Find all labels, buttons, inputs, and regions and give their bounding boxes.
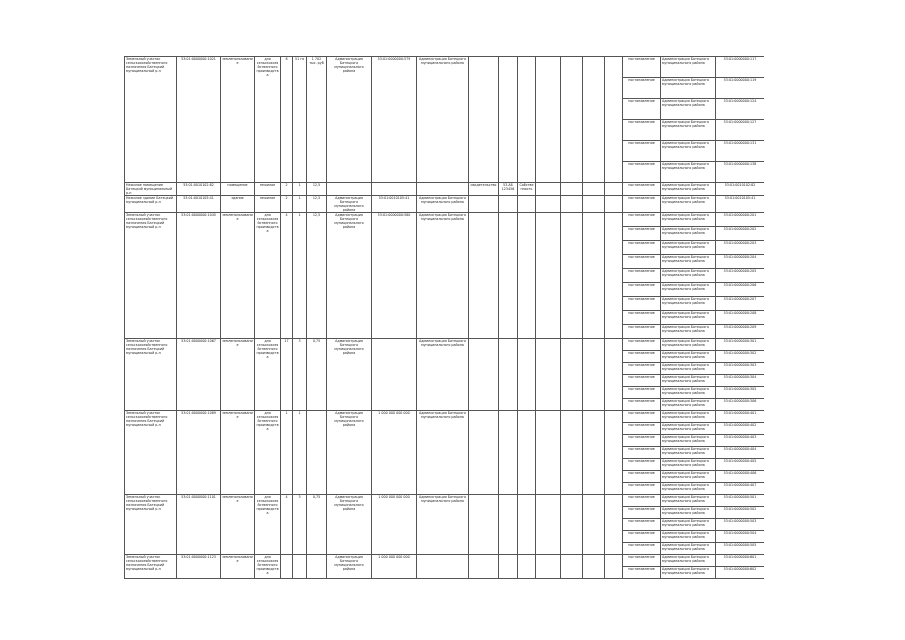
subcell-doc: постановление bbox=[623, 196, 661, 213]
cell-purpose: для сельскохозяйственного производства bbox=[255, 57, 281, 183]
cell-extra2 bbox=[499, 57, 518, 183]
cell-value bbox=[307, 411, 327, 495]
cell-empty bbox=[605, 183, 623, 196]
subcell-doc: постановление bbox=[623, 555, 661, 567]
subcell-date: 53:01:0000000:303 bbox=[716, 363, 765, 375]
subcell-date: 53:01:0010102:82 bbox=[716, 183, 765, 196]
cell-extra1 bbox=[469, 495, 499, 555]
cell-extra3 bbox=[518, 196, 536, 213]
subcell-date: 53:01:0000000:403 bbox=[716, 435, 765, 447]
cell-area-unit bbox=[293, 555, 307, 579]
subcell-date: 53:01:0000000:206 bbox=[716, 283, 765, 297]
cell-cadastre: 53:01:0010102:82 bbox=[177, 183, 221, 196]
cell-empty bbox=[605, 196, 623, 213]
cell-reg: 1 000 000 000 000 bbox=[372, 495, 417, 555]
subcell-right: Администрация Батецкого муниципального района bbox=[661, 483, 716, 495]
cell-holder: Администрация Батецкого муниципального района bbox=[417, 339, 469, 411]
cell-empty bbox=[536, 495, 561, 555]
cell-type: землепользование bbox=[221, 57, 255, 183]
subcell-doc: постановление bbox=[623, 459, 661, 471]
subcell-right: Администрация Батецкого муниципального района bbox=[661, 459, 716, 471]
subcell-right: Администрация Батецкого муниципального района bbox=[661, 255, 716, 269]
cell-area-unit: 1 bbox=[293, 183, 307, 196]
subcell-right: Администрация Батецкого муниципального района bbox=[661, 411, 716, 423]
subcell-right: Администрация Батецкого муниципального района bbox=[661, 387, 716, 399]
cell-empty bbox=[583, 555, 605, 579]
subcell-doc: постановление bbox=[623, 78, 661, 99]
table-row bbox=[125, 213, 765, 227]
subcell-date: 53:01:0000000:302 bbox=[716, 351, 765, 363]
cell-basis: Администрация Батецкого муниципального района bbox=[327, 495, 372, 555]
cell-extra1 bbox=[469, 57, 499, 183]
cell-empty bbox=[583, 339, 605, 411]
subcell-doc: постановление bbox=[623, 447, 661, 459]
subcell-doc: постановление bbox=[623, 141, 661, 162]
subcell-date: 53:01:0000000:207 bbox=[716, 297, 765, 311]
cell-purpose: для сельскохозяйственного производства bbox=[255, 411, 281, 495]
cell-basis: Администрация Батецкого муниципального района bbox=[327, 555, 372, 579]
cell-area: 4 bbox=[281, 213, 293, 339]
cell-empty bbox=[536, 57, 561, 183]
cell-value: 0,75 bbox=[307, 495, 327, 555]
cell-extra2 bbox=[499, 555, 518, 579]
cell-extra3 bbox=[518, 411, 536, 495]
subcell-doc: постановление bbox=[623, 543, 661, 555]
cell-extra2 bbox=[499, 495, 518, 555]
subcell-doc: постановление bbox=[623, 507, 661, 519]
subcell-right: Администрация Батецкого муниципального района bbox=[661, 120, 716, 141]
cell-extra1 bbox=[469, 555, 499, 579]
subcell-right: Администрация Батецкого муниципального района bbox=[661, 196, 716, 213]
cell-empty bbox=[583, 411, 605, 495]
cell-name: Земельный участок сельскохозяйственного назначения Батецкий муниципальный р-н bbox=[125, 411, 177, 495]
cell-holder: Администрация Батецкого муниципального района bbox=[417, 495, 469, 555]
cell-extra1 bbox=[469, 196, 499, 213]
cell-value: 0,75 bbox=[307, 339, 327, 411]
cell-extra2 bbox=[499, 213, 518, 339]
cell-extra1 bbox=[469, 411, 499, 495]
subcell-date: 53:01:0000000:405 bbox=[716, 459, 765, 471]
subcell-date: 53:01:0000000:117 bbox=[716, 57, 765, 78]
subcell-doc: постановление bbox=[623, 423, 661, 435]
subcell-date: 53:01:0000000:602 bbox=[716, 567, 765, 579]
cell-empty bbox=[536, 196, 561, 213]
cell-cadastre: 53:01:0000000:1123 bbox=[177, 555, 221, 579]
subcell-date: 53:01:0000000:131 bbox=[716, 141, 765, 162]
subcell-right: Администрация Батецкого муниципального района bbox=[661, 241, 716, 255]
subcell-doc: постановление bbox=[623, 57, 661, 78]
cell-type: землепользование bbox=[221, 213, 255, 339]
cell-cadastre: 53:01:0000000:1045 bbox=[177, 213, 221, 339]
subcell-date: 53:01:0000000:202 bbox=[716, 227, 765, 241]
subcell-right: Администрация Батецкого муниципального района bbox=[661, 399, 716, 411]
table-row bbox=[125, 495, 765, 507]
subcell-date: 53:01:0000000:406 bbox=[716, 471, 765, 483]
subcell-date: 53:01:0000000:505 bbox=[716, 543, 765, 555]
cell-basis: Администрация Батецкого муниципального района bbox=[327, 213, 372, 339]
subcell-date: 53:01:0000000:601 bbox=[716, 555, 765, 567]
subcell-right: Администрация Батецкого муниципального района bbox=[661, 567, 716, 579]
cell-extra1 bbox=[469, 213, 499, 339]
subcell-doc: постановление bbox=[623, 227, 661, 241]
subcell-date: 53:01:0000000:502 bbox=[716, 507, 765, 519]
cell-type: землепользование bbox=[221, 555, 255, 579]
cell-reg: 53:01:0000000:580 bbox=[372, 213, 417, 339]
cell-holder bbox=[417, 183, 469, 196]
subcell-doc: постановление bbox=[623, 269, 661, 283]
cell-reg: 53:01:0000000:579 bbox=[372, 57, 417, 183]
subcell-doc: постановление bbox=[623, 483, 661, 495]
subcell-doc: постановление bbox=[623, 519, 661, 531]
subcell-right: Администрация Батецкого муниципального района bbox=[661, 99, 716, 120]
table-row bbox=[125, 555, 765, 567]
cell-value bbox=[307, 555, 327, 579]
subcell-date: 53:01:0000000:404 bbox=[716, 447, 765, 459]
cell-value: 12,5 bbox=[307, 196, 327, 213]
cell-empty bbox=[536, 411, 561, 495]
subcell-right: Администрация Батецкого муниципального района bbox=[661, 507, 716, 519]
cell-name: Земельный участок сельскохозяйственного назначения Батецкий муниципальный р-н bbox=[125, 495, 177, 555]
subcell-doc: постановление bbox=[623, 567, 661, 579]
cell-basis bbox=[327, 183, 372, 196]
subcell-right: Администрация Батецкого муниципального района bbox=[661, 471, 716, 483]
cell-area: 2 bbox=[281, 183, 293, 196]
cell-purpose: для сельскохозяйственного производства bbox=[255, 495, 281, 555]
subcell-right: Администрация Батецкого муниципального района bbox=[661, 162, 716, 183]
cell-purpose: для сельскохозяйственного производства bbox=[255, 339, 281, 411]
cell-empty bbox=[583, 183, 605, 196]
cell-extra1: свидетельство bbox=[469, 183, 499, 196]
subcell-right: Администрация Батецкого муниципального района bbox=[661, 531, 716, 543]
cell-value: 12,5 bbox=[307, 213, 327, 339]
subcell-date: 53:01:0000000:204 bbox=[716, 255, 765, 269]
subcell-date: 53:01:0000000:504 bbox=[716, 531, 765, 543]
cell-empty bbox=[561, 213, 583, 339]
subcell-doc: постановление bbox=[623, 411, 661, 423]
subcell-right: Администрация Батецкого муниципального района bbox=[661, 57, 716, 78]
cell-area: 2 bbox=[281, 196, 293, 213]
subcell-right: Администрация Батецкого муниципального района bbox=[661, 519, 716, 531]
subcell-doc: постановление bbox=[623, 399, 661, 411]
subcell-doc: постановление bbox=[623, 241, 661, 255]
subcell-right: Администрация Батецкого муниципального района bbox=[661, 423, 716, 435]
cell-empty bbox=[605, 213, 623, 339]
subcell-date: 53:01:0000000:402 bbox=[716, 423, 765, 435]
subcell-right: Администрация Батецкого муниципального района bbox=[661, 325, 716, 339]
subcell-doc: постановление bbox=[623, 183, 661, 196]
subcell-date: 53:01:0000000:201 bbox=[716, 213, 765, 227]
subcell-right: Администрация Батецкого муниципального района bbox=[661, 297, 716, 311]
cell-value: 1 702 тыс. руб bbox=[307, 57, 327, 183]
subcell-right: Администрация Батецкого муниципального района bbox=[661, 447, 716, 459]
subcell-right: Администрация Батецкого муниципального района bbox=[661, 339, 716, 351]
subcell-date: 53:01:0000000:209 bbox=[716, 325, 765, 339]
cell-name: Нежилое здание Батецкий муниципальный р-н bbox=[125, 196, 177, 213]
cell-basis: Администрация Батецкого муниципального района bbox=[327, 57, 372, 183]
subcell-doc: постановление bbox=[623, 531, 661, 543]
cell-empty bbox=[583, 196, 605, 213]
cell-empty bbox=[536, 183, 561, 196]
cell-area-unit: 1 bbox=[293, 213, 307, 339]
subcell-right: Администрация Батецкого муниципального района bbox=[661, 311, 716, 325]
subcell-right: Администрация Батецкого муниципального района bbox=[661, 269, 716, 283]
cell-reg: 1 000 000 000 000 bbox=[372, 555, 417, 579]
cell-empty bbox=[583, 495, 605, 555]
cell-area: 17 bbox=[281, 339, 293, 411]
cell-name: Земельный участок сельскохозяйственного назначения Батецкий муниципальный р-н bbox=[125, 213, 177, 339]
cell-empty bbox=[536, 213, 561, 339]
subcell-right: Администрация Батецкого муниципального района bbox=[661, 141, 716, 162]
cell-holder: Администрация Батецкого муниципального района bbox=[417, 411, 469, 495]
cell-type: землепользование bbox=[221, 339, 255, 411]
table-row bbox=[125, 339, 765, 351]
cell-extra3: Собственность bbox=[518, 183, 536, 196]
cell-extra2: 53-АБ 123456 bbox=[499, 183, 518, 196]
cell-name: Нежилое помещение Батецкий муниципальный р-н bbox=[125, 183, 177, 196]
cell-empty bbox=[536, 339, 561, 411]
registry-table bbox=[124, 56, 764, 579]
cell-extra2 bbox=[499, 196, 518, 213]
subcell-doc: постановление bbox=[623, 213, 661, 227]
subcell-date: 53:01:0000000:127 bbox=[716, 120, 765, 141]
cell-purpose: нежилое bbox=[255, 196, 281, 213]
cell-type: землепользование bbox=[221, 495, 255, 555]
cell-extra3 bbox=[518, 57, 536, 183]
cell-reg bbox=[372, 339, 417, 411]
cell-empty bbox=[583, 57, 605, 183]
cell-empty bbox=[605, 339, 623, 411]
cell-empty bbox=[605, 495, 623, 555]
table-row bbox=[125, 57, 765, 78]
subcell-date: 53:01:0000000:501 bbox=[716, 495, 765, 507]
cell-purpose: для сельскохозяйственного производства bbox=[255, 555, 281, 579]
cell-area: 4 bbox=[281, 495, 293, 555]
subcell-doc: постановление bbox=[623, 351, 661, 363]
cell-holder bbox=[417, 555, 469, 579]
cell-extra3 bbox=[518, 555, 536, 579]
cell-type: помещение bbox=[221, 183, 255, 196]
cell-empty bbox=[561, 183, 583, 196]
cell-area-unit: 3 bbox=[293, 339, 307, 411]
cell-empty bbox=[561, 339, 583, 411]
cell-type: здание bbox=[221, 196, 255, 213]
cell-purpose: нежилое bbox=[255, 183, 281, 196]
cell-reg bbox=[372, 183, 417, 196]
subcell-date: 53:01:0000000:407 bbox=[716, 483, 765, 495]
cell-reg: 1 000 000 000 000 bbox=[372, 411, 417, 495]
cell-empty bbox=[605, 411, 623, 495]
subcell-date: 53:01:0000000:205 bbox=[716, 269, 765, 283]
cell-extra3 bbox=[518, 495, 536, 555]
cell-area: 8 bbox=[281, 57, 293, 183]
subcell-date: 53:01:0000000:306 bbox=[716, 399, 765, 411]
subcell-doc: постановление bbox=[623, 387, 661, 399]
subcell-doc: постановление bbox=[623, 99, 661, 120]
subcell-doc: постановление bbox=[623, 339, 661, 351]
subcell-right: Администрация Батецкого муниципального района bbox=[661, 183, 716, 196]
cell-empty bbox=[605, 57, 623, 183]
cell-basis: Администрация Батецкого муниципального района bbox=[327, 339, 372, 411]
registry-body bbox=[125, 57, 765, 579]
subcell-right: Администрация Батецкого муниципального района bbox=[661, 351, 716, 363]
cell-basis: Администрация Батецкого муниципального района bbox=[327, 196, 372, 213]
cell-empty bbox=[536, 555, 561, 579]
table-row bbox=[125, 196, 765, 213]
cell-empty bbox=[561, 555, 583, 579]
subcell-date: 53:01:0000000:301 bbox=[716, 339, 765, 351]
subcell-date: 53:01:0000000:304 bbox=[716, 375, 765, 387]
subcell-right: Администрация Батецкого муниципального района bbox=[661, 213, 716, 227]
subcell-doc: постановление bbox=[623, 363, 661, 375]
subcell-date: 53:01:0000000:503 bbox=[716, 519, 765, 531]
subcell-doc: постановление bbox=[623, 375, 661, 387]
subcell-right: Администрация Батецкого муниципального района bbox=[661, 363, 716, 375]
subcell-date: 53:01:0000000:203 bbox=[716, 241, 765, 255]
cell-name: Земельный участок сельскохозяйственного назначения Батецкий муниципальный р-н bbox=[125, 555, 177, 579]
subcell-date: 53:01:0000000:305 bbox=[716, 387, 765, 399]
subcell-date: 53:01:0010105:41 bbox=[716, 196, 765, 213]
subcell-doc: постановление bbox=[623, 283, 661, 297]
registry-page bbox=[124, 56, 764, 580]
cell-extra2 bbox=[499, 339, 518, 411]
subcell-doc: постановление bbox=[623, 471, 661, 483]
cell-holder: Администрация Батецкого муниципального района bbox=[417, 57, 469, 183]
cell-extra1 bbox=[469, 339, 499, 411]
subcell-date: 53:01:0000000:208 bbox=[716, 311, 765, 325]
cell-holder: Администрация Батецкого муниципального района bbox=[417, 213, 469, 339]
cell-empty bbox=[561, 495, 583, 555]
cell-type: землепользование bbox=[221, 411, 255, 495]
cell-empty bbox=[605, 555, 623, 579]
cell-extra3 bbox=[518, 213, 536, 339]
cell-empty bbox=[561, 196, 583, 213]
subcell-right: Администрация Батецкого муниципального района bbox=[661, 555, 716, 567]
cell-cadastre: 53:01:0000000:1101 bbox=[177, 495, 221, 555]
subcell-right: Администрация Батецкого муниципального района bbox=[661, 227, 716, 241]
cell-cadastre: 53:01:0000000:1089 bbox=[177, 411, 221, 495]
table-row bbox=[125, 411, 765, 423]
cell-empty bbox=[561, 57, 583, 183]
cell-extra2 bbox=[499, 411, 518, 495]
cell-area-unit: 1 bbox=[293, 196, 307, 213]
cell-area: 1 bbox=[281, 411, 293, 495]
subcell-doc: постановление bbox=[623, 297, 661, 311]
subcell-date: 53:01:0000000:138 bbox=[716, 162, 765, 183]
cell-reg: 53:01:0010105:41 bbox=[372, 196, 417, 213]
subcell-date: 53:01:0000000:119 bbox=[716, 78, 765, 99]
subcell-date: 53:01:0000000:124 bbox=[716, 99, 765, 120]
cell-basis: Администрация Батецкого муниципального района bbox=[327, 411, 372, 495]
cell-area-unit: 51 га bbox=[293, 57, 307, 183]
cell-cadastre: 53:01:0000000:1021 bbox=[177, 57, 221, 183]
cell-area bbox=[281, 555, 293, 579]
table-row bbox=[125, 183, 765, 196]
subcell-right: Администрация Батецкого муниципального района bbox=[661, 375, 716, 387]
subcell-right: Администрация Батецкого муниципального района bbox=[661, 435, 716, 447]
cell-empty bbox=[561, 411, 583, 495]
subcell-doc: постановление bbox=[623, 255, 661, 269]
cell-empty bbox=[583, 213, 605, 339]
cell-purpose: для сельскохозяйственного производства bbox=[255, 213, 281, 339]
subcell-right: Администрация Батецкого муниципального района bbox=[661, 543, 716, 555]
cell-area-unit: 1 bbox=[293, 411, 307, 495]
subcell-doc: постановление bbox=[623, 120, 661, 141]
cell-area-unit: 3 bbox=[293, 495, 307, 555]
subcell-doc: постановление bbox=[623, 495, 661, 507]
subcell-doc: постановление bbox=[623, 325, 661, 339]
cell-cadastre: 53:01:0000000:1067 bbox=[177, 339, 221, 411]
subcell-right: Администрация Батецкого муниципального района bbox=[661, 78, 716, 99]
cell-name: Земельный участок сельскохозяйственного назначения Батецкий муниципальный р-н bbox=[125, 339, 177, 411]
subcell-doc: постановление bbox=[623, 435, 661, 447]
subcell-date: 53:01:0000000:401 bbox=[716, 411, 765, 423]
subcell-doc: постановление bbox=[623, 162, 661, 183]
subcell-right: Администрация Батецкого муниципального района bbox=[661, 283, 716, 297]
cell-name: Земельный участок сельскохозяйственного назначения Батецкий муниципальный р-н bbox=[125, 57, 177, 183]
cell-holder: Администрация Батецкого муниципального района bbox=[417, 196, 469, 213]
subcell-doc: постановление bbox=[623, 311, 661, 325]
subcell-right: Администрация Батецкого муниципального района bbox=[661, 495, 716, 507]
cell-cadastre: 53:01:0010105:41 bbox=[177, 196, 221, 213]
cell-value: 12,5 bbox=[307, 183, 327, 196]
cell-extra3 bbox=[518, 339, 536, 411]
